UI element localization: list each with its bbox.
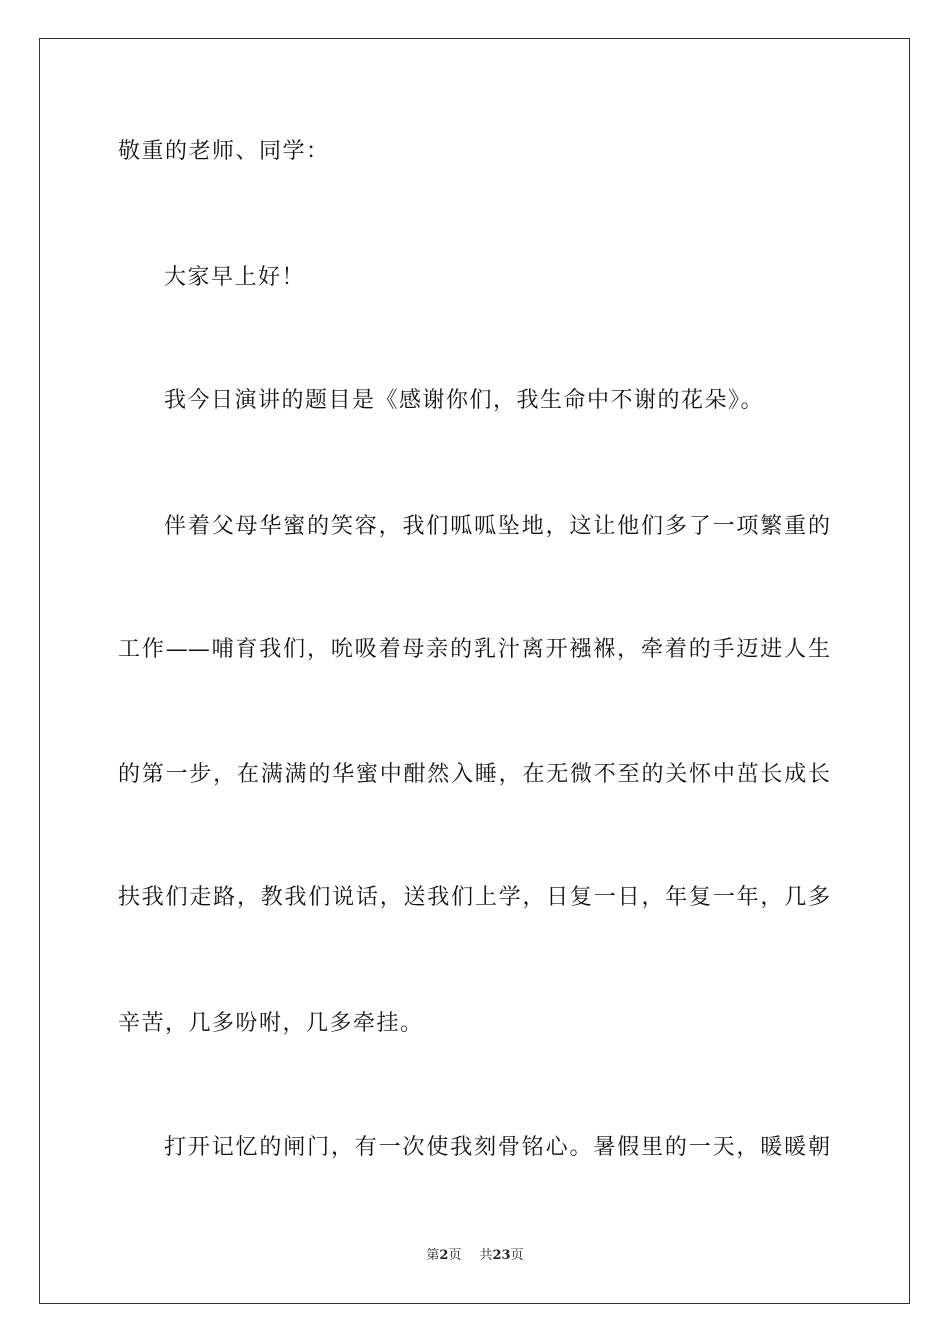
- total-pages: 23: [492, 1248, 511, 1263]
- salutation: 敬重的老师、同学：: [118, 139, 330, 164]
- page-label-suffix: 页: [448, 1248, 462, 1263]
- paragraph-line: 工作——哺育我们，吮吸着母亲的乳汁离开襁褓，牵着的手迈进人生: [118, 637, 830, 662]
- paragraph-line: 辛苦，几多吩咐，几多牵挂。: [118, 1011, 424, 1036]
- page-number: 2: [439, 1248, 449, 1263]
- total-label-suffix: 页: [510, 1248, 524, 1263]
- paragraph-line: 的第一步，在满满的华蜜中酣然入睡，在无微不至的关怀中茁长成长: [118, 762, 830, 787]
- greeting: 大家早上好！: [164, 265, 306, 290]
- speech-topic-line: 我今日演讲的题目是《感谢你们，我生命中不谢的花朵》。: [164, 388, 765, 413]
- paragraph-line: 伴着父母华蜜的笑容，我们呱呱坠地，这让他们多了一项繁重的: [164, 514, 830, 539]
- page-frame: [39, 38, 910, 1304]
- page-footer: [0, 1247, 950, 1265]
- total-label-prefix: 共: [479, 1248, 493, 1263]
- page-label-prefix: 第: [426, 1248, 440, 1263]
- paragraph-line: 打开记忆的闸门，有一次使我刻骨铭心。暑假里的一天，暖暖朝: [164, 1135, 830, 1160]
- paragraph-line: 扶我们走路，教我们说话，送我们上学，日复一日，年复一年，几多: [118, 885, 830, 910]
